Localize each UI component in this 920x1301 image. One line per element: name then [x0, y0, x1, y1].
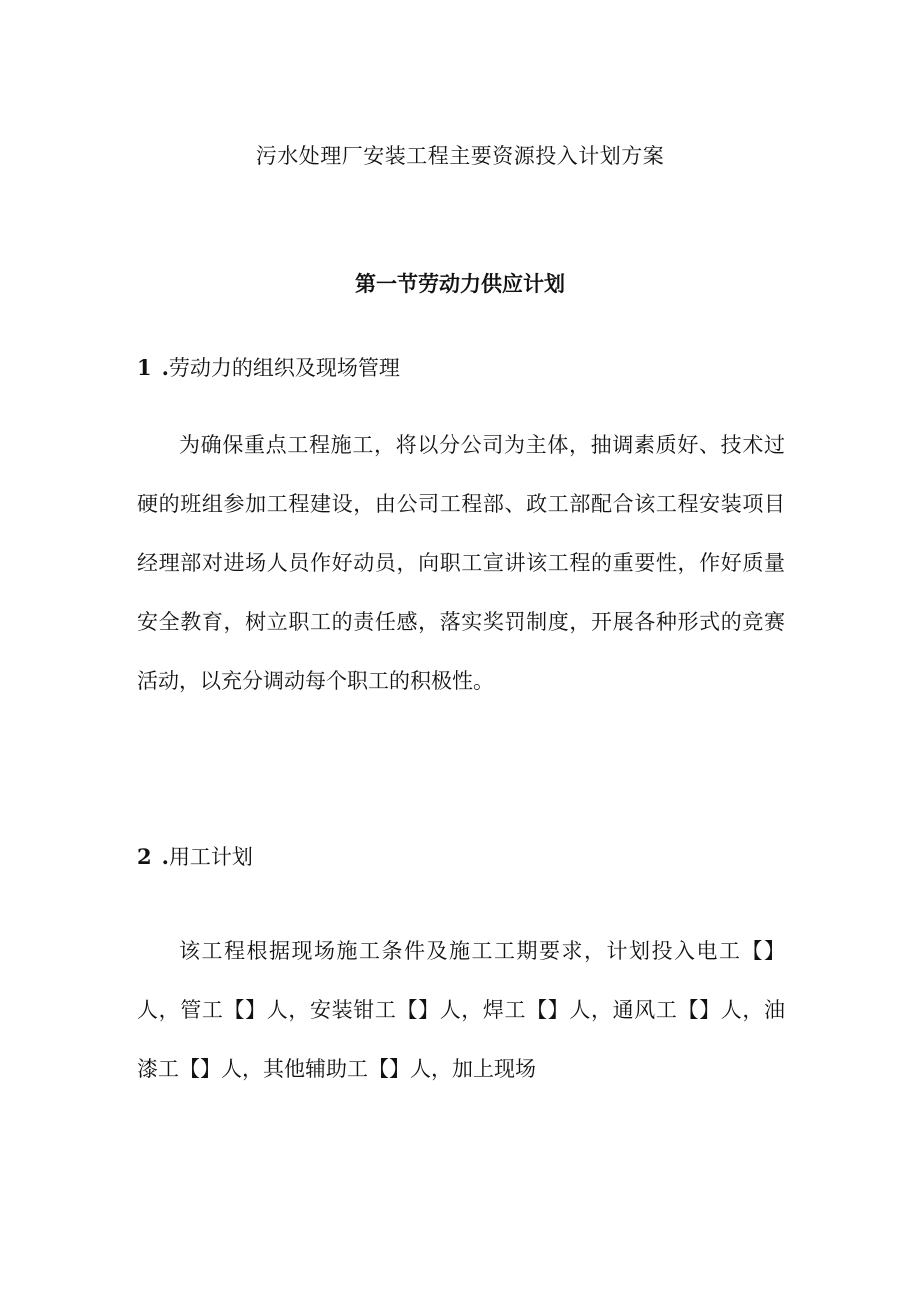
- paragraph-labor-organization: 为确保重点工程施工，将以分公司为主体，抽调素质好、技术过硬的班组参加工程建设，由公司工程部、政工部配合该工程安装项目经理部对进场人员作好动员，向职工宣讲该工程的重要性，作好质量安全教育，树立职工的责任感，落实奖罚制度，开展各种形式的竞赛活动，以充分调动每个职工的积极性。: [137, 433, 785, 693]
- section-heading: 第一节劳动力供应计划: [355, 271, 565, 296]
- subsection-heading-1: 1 .劳动力的组织及现场管理: [137, 355, 400, 380]
- subsection-number: 2: [137, 844, 152, 869]
- document-title: 污水处理厂安装工程主要资源投入计划方案: [255, 144, 665, 168]
- paragraph-labor-plan: 该工程根据现场施工条件及施工工期要求，计划投入电工【】人，管工【】人，安装钳工【】人，焊工【】人，通风工【】人，油漆工【】人，其他辅助工【】人，加上现场: [137, 939, 785, 1081]
- subsection-title: 劳动力的组织及现场管理: [168, 356, 400, 380]
- subsection-number: 1: [137, 355, 152, 380]
- subsection-heading-2: 2 .用工计划: [137, 844, 253, 869]
- subsection-title: 用工计划: [168, 845, 253, 869]
